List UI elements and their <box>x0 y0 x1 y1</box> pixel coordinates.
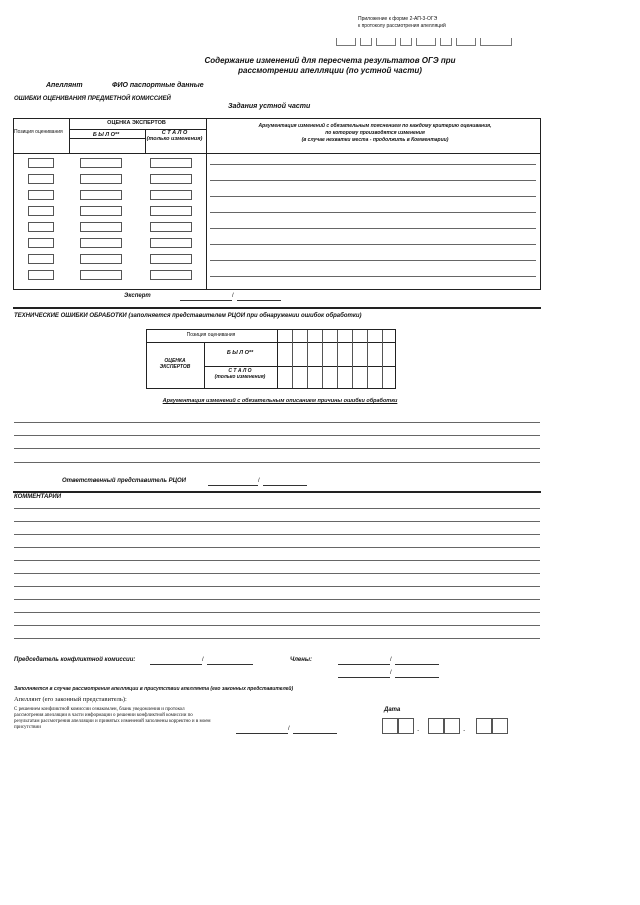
position-cell[interactable] <box>28 190 54 200</box>
section-divider <box>13 307 541 309</box>
position-cell[interactable] <box>28 206 54 216</box>
protocol-box[interactable] <box>416 38 436 46</box>
was-col-label: Б Ы Л О** <box>92 132 120 138</box>
ack-line-1: С решением конфликтной комиссии ознакомлен, бланк уведомления и протокол <box>14 707 185 712</box>
comments-lines[interactable] <box>14 500 541 645</box>
presence-note: Заполняется в случае рассмотрения апелляции в присутствии апеллянта (его законных представителей) <box>14 686 294 692</box>
acknowledgement-text <box>14 707 254 731</box>
comments-heading: КОММЕНТАРИИ <box>14 494 62 500</box>
became-cell[interactable] <box>150 174 192 184</box>
became-cell[interactable] <box>150 158 192 168</box>
experts-col-label: ОЦЕНКА ЭКСПЕРТОВ <box>107 120 166 126</box>
protocol-box[interactable] <box>456 38 476 46</box>
position-cell[interactable] <box>28 254 54 264</box>
appellant-label: Апеллянт <box>46 82 83 89</box>
protocol-box[interactable] <box>440 38 452 46</box>
date-day-digit[interactable] <box>398 718 414 734</box>
appellant-line: Апеллянт (его законный представитель): <box>14 696 127 703</box>
member2-name-line[interactable] <box>395 677 439 678</box>
position-cell[interactable] <box>28 158 54 168</box>
ack-line-2: рассмотрения апелляции в части информации о решении конфликтной комиссии по <box>14 713 193 718</box>
became-label: С Т А Л О <box>161 130 188 136</box>
was-cell[interactable] <box>80 238 122 248</box>
arg-line-3: (в случае нехватки места - продолжить в Комментарии) <box>301 137 449 143</box>
arg-line-2: по которому производятся изменения <box>325 130 425 136</box>
member1-name-line[interactable] <box>395 664 439 665</box>
ack-line-3: результатам рассмотрения апелляции и принятых изменений заполнены корректно и в моем <box>14 719 211 724</box>
section-divider-2 <box>13 491 541 493</box>
tech-argumentation-lines[interactable] <box>14 410 541 470</box>
was-cell[interactable] <box>80 222 122 232</box>
date-label: Дата <box>384 707 401 713</box>
rcoi-label: Ответственный представитель РЦОИ <box>62 478 186 484</box>
was-cell[interactable] <box>80 206 122 216</box>
tech-experts-label <box>146 358 204 370</box>
date-day-digit[interactable] <box>382 718 398 734</box>
position-col-label: Позиция оценивания <box>14 129 63 135</box>
form-title <box>120 56 540 76</box>
protocol-box[interactable] <box>336 38 356 46</box>
chair-label: Председатель конфликтной комиссии: <box>14 657 136 663</box>
position-cell[interactable] <box>28 222 54 232</box>
score-grid[interactable] <box>28 158 198 283</box>
expert-name-line[interactable] <box>237 300 281 301</box>
appellant-name-line[interactable] <box>293 733 337 734</box>
became-cell[interactable] <box>150 190 192 200</box>
argumentation-lines[interactable] <box>210 160 538 285</box>
date-year-digit[interactable] <box>476 718 492 734</box>
position-cell[interactable] <box>28 238 54 248</box>
date-boxes[interactable]: . . <box>382 718 512 736</box>
appendix-line-2: к протоколу рассмотрения апелляций <box>358 23 446 29</box>
fio-label: ФИО паспортные данные <box>112 82 204 89</box>
tech-was-label: Б Ы Л О** <box>226 350 254 356</box>
became-note: (только изменения) <box>146 136 203 142</box>
tech-position-label: Позиция оценивания <box>186 332 236 338</box>
tech-experts-label-1: ОЦЕНКА <box>164 358 186 364</box>
tech-arg-heading: Аргументация изменений с обязательным описанием причины ошибки обработки <box>162 398 398 404</box>
position-cell[interactable] <box>28 270 54 280</box>
was-cell[interactable] <box>80 270 122 280</box>
became-col-label <box>144 130 205 142</box>
section1-heading: ОШИБКИ ОЦЕНИВАНИЯ ПРЕДМЕТНОЙ КОМИССИЕЙ <box>14 96 171 102</box>
members-label: Члены: <box>290 657 312 663</box>
ack-line-4: присутствии <box>14 725 41 730</box>
protocol-box[interactable] <box>400 38 412 46</box>
date-month-digit[interactable] <box>428 718 444 734</box>
became-cell[interactable] <box>150 238 192 248</box>
tech-became-note: (только изменения) <box>214 374 266 380</box>
protocol-number-boxes[interactable] <box>336 38 516 48</box>
expert-label: Эксперт <box>124 293 151 299</box>
was-cell[interactable] <box>80 174 122 184</box>
became-cell[interactable] <box>150 222 192 232</box>
arg-line-1: Аргументация изменений с обязательным пояснением по каждому критерию оценивания, <box>258 123 492 129</box>
appellant-signature-line[interactable] <box>236 733 288 734</box>
was-cell[interactable] <box>80 190 122 200</box>
member1-signature-line[interactable] <box>338 664 390 665</box>
title-line-2: рассмотрении апелляции (по устной части) <box>238 66 422 75</box>
tech-became-label <box>204 368 276 380</box>
protocol-box[interactable] <box>360 38 372 46</box>
was-cell[interactable] <box>80 254 122 264</box>
section2-heading: ТЕХНИЧЕСКИЕ ОШИБКИ ОБРАБОТКИ (заполняется представителем РЦОИ при обнаружении ошибок обработки) <box>14 313 362 319</box>
became-cell[interactable] <box>150 270 192 280</box>
became-cell[interactable] <box>150 206 192 216</box>
was-cell[interactable] <box>80 158 122 168</box>
chair-name-line[interactable] <box>207 664 253 665</box>
member2-signature-line[interactable] <box>338 677 390 678</box>
section1-subheading: Задания устной части <box>228 103 311 110</box>
rcoi-name-line[interactable] <box>263 485 307 486</box>
rcoi-signature-line[interactable] <box>208 485 258 486</box>
expert-signature-line[interactable] <box>180 300 232 301</box>
protocol-box[interactable] <box>480 38 512 46</box>
argumentation-header <box>210 123 540 144</box>
tech-became-text: С Т А Л О <box>228 368 252 374</box>
position-cell[interactable] <box>28 174 54 184</box>
title-line-1: Содержание изменений для пересчета результатов ОГЭ при <box>204 56 456 65</box>
protocol-box[interactable] <box>376 38 396 46</box>
tech-experts-label-2: ЭКСПЕРТОВ <box>159 364 191 370</box>
appendix-line-1: Приложение к форме 2-АП-3-ОГЭ <box>358 16 438 22</box>
chair-signature-line[interactable] <box>150 664 202 665</box>
date-month-digit[interactable] <box>444 718 460 734</box>
date-year-digit[interactable] <box>492 718 508 734</box>
became-cell[interactable] <box>150 254 192 264</box>
